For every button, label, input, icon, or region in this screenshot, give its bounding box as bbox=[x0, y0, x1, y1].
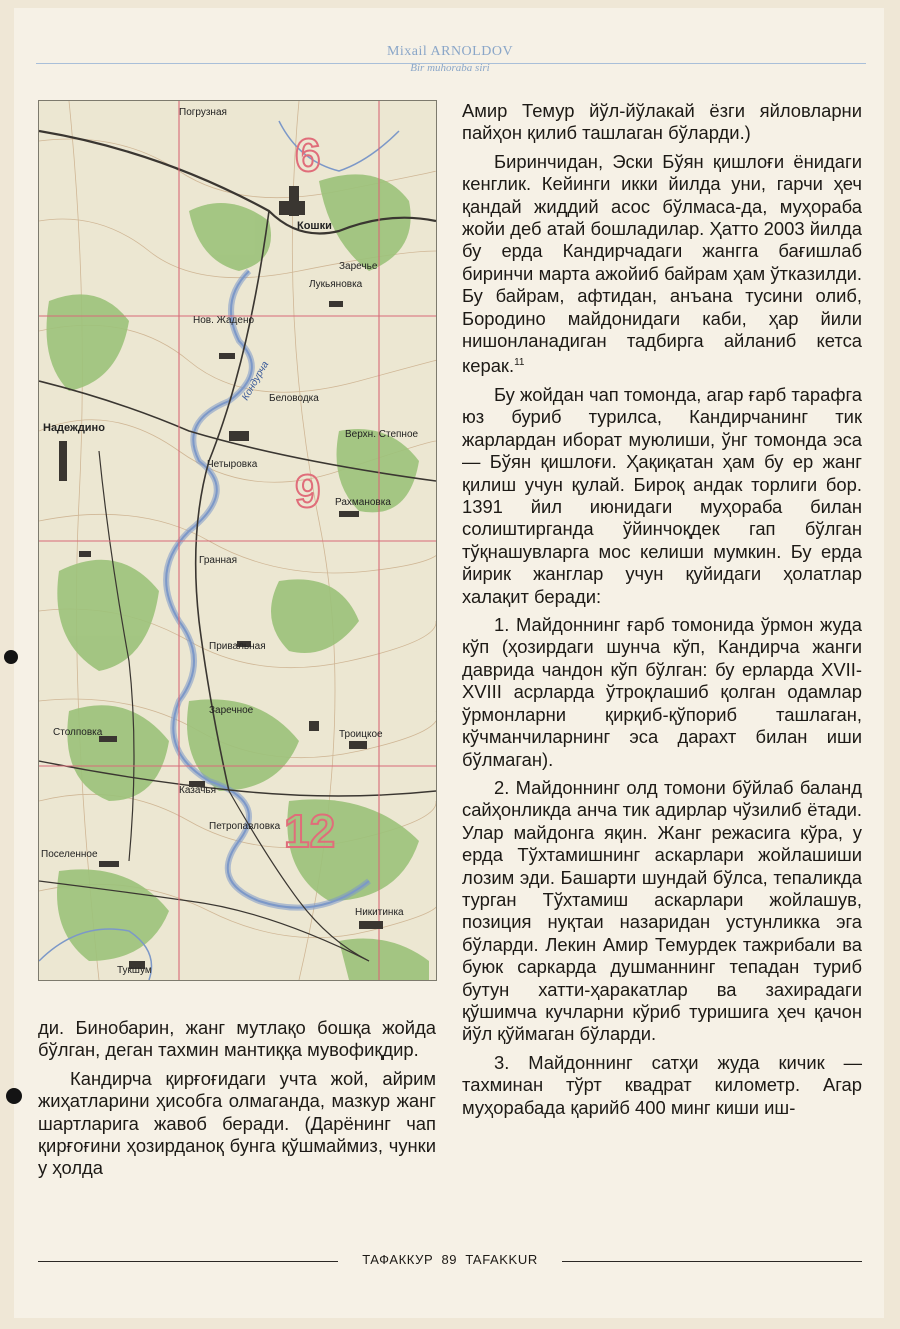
punch-hole bbox=[6, 1088, 22, 1104]
left-column-text bbox=[38, 1017, 436, 1180]
right-column-text bbox=[462, 100, 862, 1119]
running-head-title: Bir muhoraba siri bbox=[410, 62, 490, 74]
paragraph: 3. Майдоннинг сатҳи жуда кичик — тахминан тўрт квадрат километр. Агар муҳорабада қарийб 400 минг киши иш- bbox=[462, 1051, 862, 1118]
footnote-mark: 11 bbox=[514, 357, 525, 369]
footer-journal-latin: TAFAKKUR bbox=[465, 1252, 538, 1267]
grid-number-12: 12 bbox=[284, 805, 336, 857]
map-label: Гранная bbox=[199, 555, 237, 566]
map-label: Троицкое bbox=[339, 729, 383, 740]
page-footer bbox=[0, 1252, 900, 1272]
map-label: Нов. Жадено bbox=[193, 315, 255, 326]
grid-number-6: 6 bbox=[295, 129, 321, 181]
page-number: 89 bbox=[441, 1252, 458, 1267]
map-label: Тукшум bbox=[117, 965, 152, 976]
punch-hole bbox=[4, 650, 18, 664]
paragraph: ди. Бинобарин, жанг мутлақо бошқа жойда бўлган, деган тахмин мантиққа мувофиқдир. bbox=[38, 1017, 436, 1061]
map-label: Столповка bbox=[53, 727, 103, 738]
running-head-author: Mixail ARNOLDOV bbox=[386, 44, 514, 59]
map-label: Четыровка bbox=[207, 459, 258, 470]
paragraph: 1. Майдоннинг ғарб томонида ўрмон жуда кўп (ҳозирдаги шунча кўп, Кандирча жанги даврида чандон кўп бўлган: бу ерларда XVII-XVIII асрларда ўтроқлашиб қолган одамлар ўрмонларни қирқиб-қўпориб ташлаган, кўчманчиларнинг эса дарахт билан иши бўлмаган). bbox=[462, 614, 862, 770]
footer-text bbox=[340, 1252, 560, 1267]
paragraph: Бу жойдан чап томонда, агар ғарб тарафга юз буриб турилса, Кандирчанинг тик жарлардан иборат муюлиши, ўнг томонда эса — Бўян қишлоғи. Ҳақиқатан ҳам бу ер жанг қилиш учун қулай. Бироқ андак торлиги бор. 1391 йил июнидаги муҳораба билан солиштирганда ўйинчоқдек гап бўлган тўқнашувларга мос келиши мумкин. Бу ерда йирик жанглар учун қуйидаги ҳолатлар халақит беради: bbox=[462, 384, 862, 607]
footer-rule bbox=[562, 1261, 862, 1262]
footer-rule bbox=[38, 1261, 338, 1262]
paragraph: 2. Майдоннинг олд томони бўйлаб баланд сайҳонликда анча тик адирлар чўзилиб ётади. Улар майдонга яқин. Жанг режасига кўра, у ерда Тўхтамишнинг аскарлари жойлашиши лозим эди. Башарти шундай бўлса, тепаликда турган Тўхтамиш аскарлари жойлашув, позиция нуқтаи назаридан устунликка эга бўларди. Лекин Амир Темурдек тажрибали ва буюк саркарда душманнинг тепадан туриб бутун хатти-ҳаракатлар ва захирадаги қўшимча кучларни кўриб туришига ҳеч қачон йўл қўймаган бўларди. bbox=[462, 776, 862, 1045]
topographic-map bbox=[38, 100, 437, 981]
paragraph bbox=[462, 151, 862, 378]
map-label: Кошки bbox=[297, 220, 332, 232]
map-label: Поселенное bbox=[41, 849, 98, 860]
paragraph: Кандирча қирғоғидаги учта жой, айрим жиҳатларини ҳисобга олмаганда, мазкур жанг шартларига жавоб беради. (Дарёнинг чап қирғоғини ҳозирданоқ бунга қўшмаймиз, чунки у ҳолда bbox=[38, 1067, 436, 1179]
map-label: Никитинка bbox=[355, 907, 404, 918]
map-label: Погрузная bbox=[179, 107, 227, 118]
map-label: Привальная bbox=[209, 641, 266, 652]
map-label: Верхн. Степное bbox=[345, 429, 419, 440]
map-label: Надеждино bbox=[43, 422, 105, 434]
map-label: Лукьяновка bbox=[309, 279, 363, 290]
map-label: Казачья bbox=[179, 785, 217, 796]
map-label: Заречье bbox=[339, 261, 378, 272]
map-label: Петропавловка bbox=[209, 821, 281, 832]
map-label: Заречное bbox=[209, 705, 254, 716]
footer-journal-cyrillic: ТАФАККУР bbox=[362, 1252, 434, 1267]
paragraph: Амир Темур йўл-йўлакай ёзги яйловларни пайҳон қилиб ташлаган бўларди.) bbox=[462, 100, 862, 144]
map-label: Беловодка bbox=[269, 393, 319, 404]
paragraph-text: Биринчидан, Эски Бўян қишлоғи ёнидаги кенглик. Кейинги икки йилда уни, гарчи ҳеч қандай жиддий асос бўлмаса-да, муҳораба жойи деб атай бошладилар. Ҳатто 2003 йилда бу ерда Кандирчадаги жангга бағишлаб биринчи марта ажойиб байрам ҳам ўтказилди. Бу байрам, афтидан, анъана тусини олиб, Бородино майдонидаги каби, ҳар йили нишонланадиган тадбирга айланиб кетса керак. bbox=[462, 150, 862, 377]
grid-number-9: 9 bbox=[295, 465, 321, 517]
map-label: Рахмановка bbox=[335, 497, 391, 508]
map-label: Кондурча bbox=[240, 359, 272, 403]
